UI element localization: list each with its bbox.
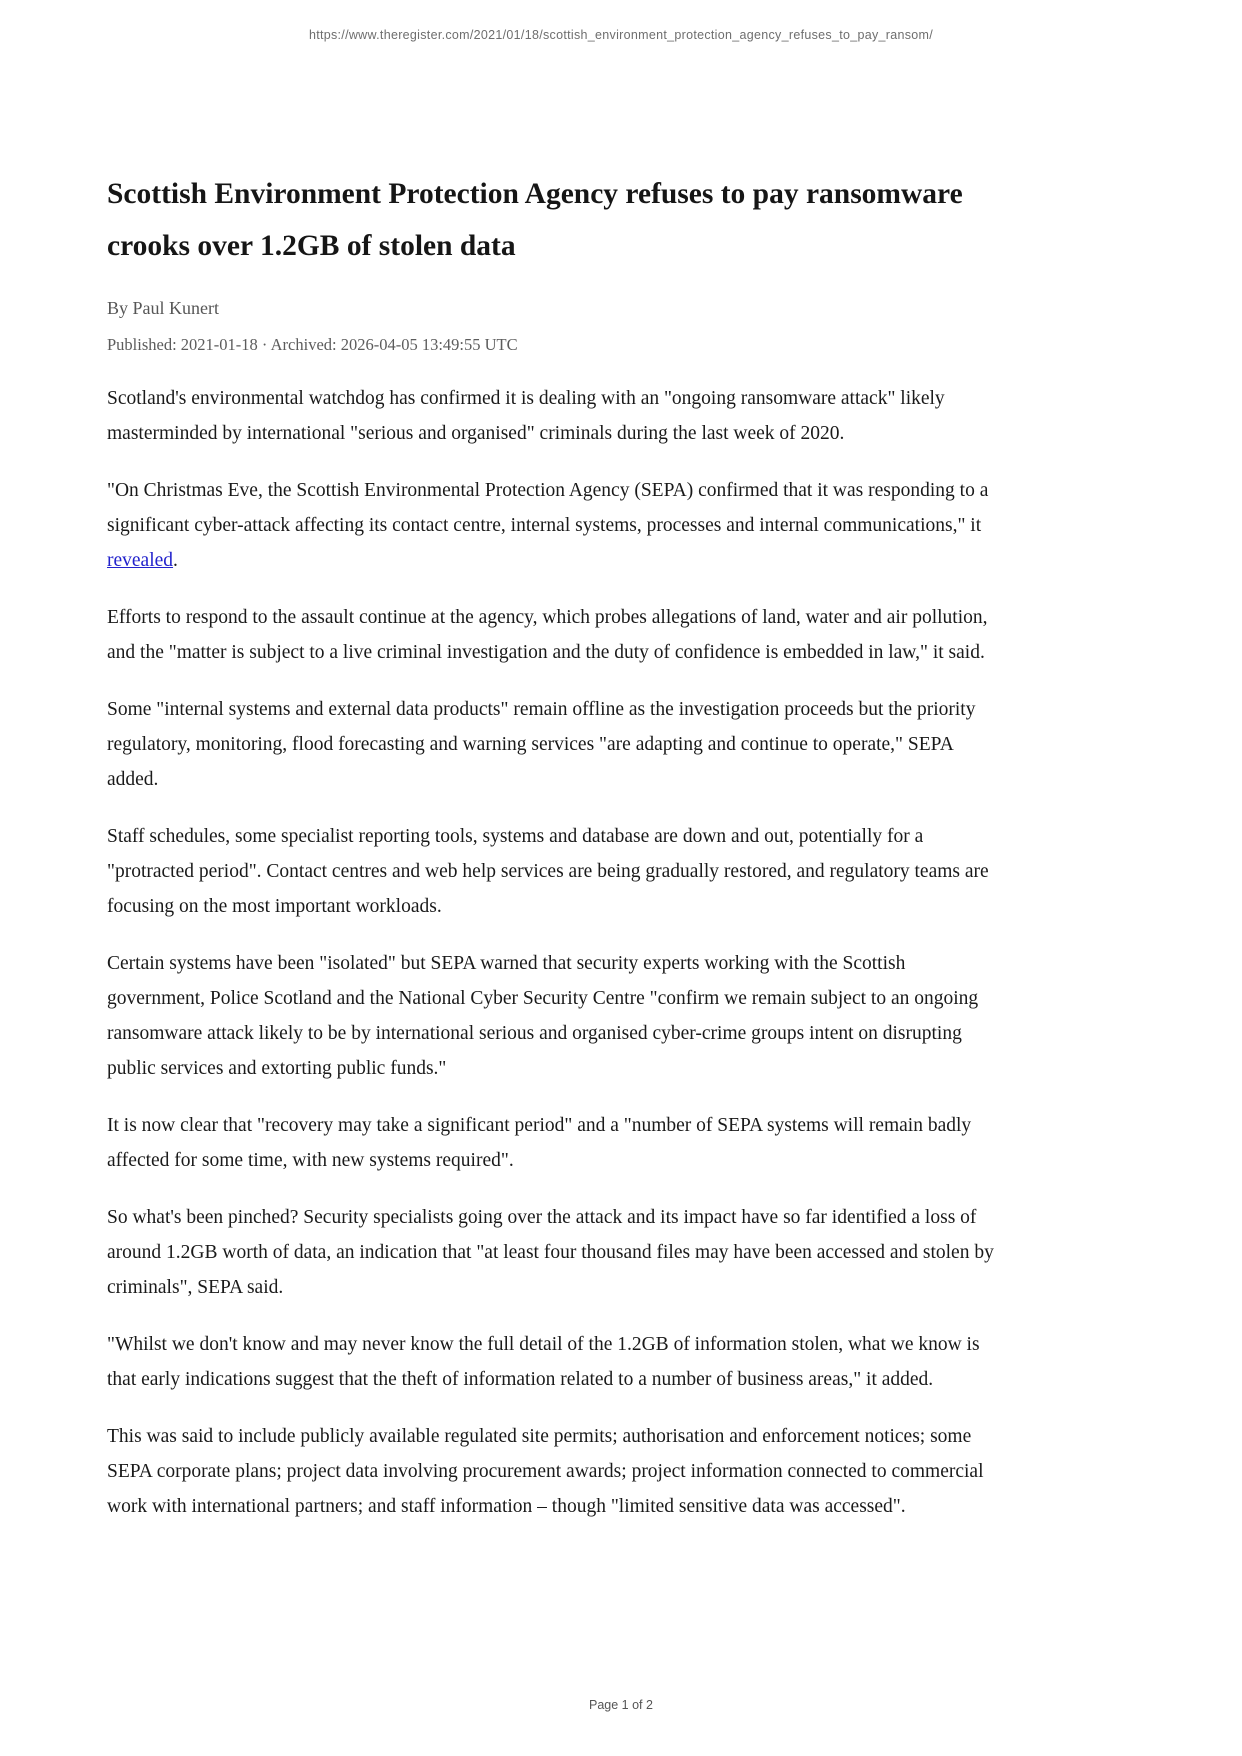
article-paragraph	[107, 819, 1002, 924]
article-paragraph	[107, 473, 1002, 578]
article-paragraph	[107, 946, 1002, 1086]
article-paragraph	[107, 381, 1002, 451]
paragraph-text: "On Christmas Eve, the Scottish Environmental Protection Agency (SEPA) confirmed that it was responding to a significant cyber-attack affecting its contact centre, internal systems, processes and internal communications," it	[107, 480, 989, 536]
paragraph-text: This was said to include publicly available regulated site permits; authorisation and enforcement notices; some SEPA corporate plans; project data involving procurement awards; project information connected to commercial work with international partners; and staff information – though "limited sensitive data was accessed".	[107, 1426, 984, 1517]
paragraph-text: .	[173, 550, 178, 571]
page-number-indicator: Page 1 of 2	[589, 1698, 653, 1712]
paragraph-text: Staff schedules, some specialist reporting tools, systems and database are down and out, potentially for a "protracted period". Contact centres and web help services are being gradually restored, and regulatory teams are focusing on the most important workloads.	[107, 826, 989, 917]
revealed-link[interactable]: revealed	[107, 550, 174, 571]
article-paragraph	[107, 1327, 1002, 1397]
paragraph-text: "Whilst we don't know and may never know the full detail of the 1.2GB of information stolen, what we know is that early indications suggest that the theft of information related to a number of business areas," it added.	[107, 1334, 980, 1390]
paragraph-text: So what's been pinched? Security specialists going over the attack and its impact have so far identified a loss of around 1.2GB worth of data, an indication that "at least four thousand files may have been accessed and stolen by criminals", SEPA said.	[107, 1207, 994, 1298]
article-title: Scottish Environment Protection Agency refuses to pay ransomware crooks over 1.2GB of stolen data	[107, 178, 963, 262]
article-publish-meta: Published: 2021-01-18 · Archived: 2026-04-05 13:49:55 UTC	[107, 335, 518, 354]
article-paragraph	[107, 600, 1002, 670]
paragraph-text: Scotland's environmental watchdog has confirmed it is dealing with an "ongoing ransomware attack" likely masterminded by international "serious and organised" criminals during the last week of 2020.	[107, 388, 945, 444]
article-body	[107, 381, 1002, 1524]
paragraph-text: Efforts to respond to the assault continue at the agency, which probes allegations of land, water and air pollution, and the "matter is subject to a live criminal investigation and the duty of confidence is embedded in law," it said.	[107, 607, 988, 663]
paragraph-text: Certain systems have been "isolated" but SEPA warned that security experts working with the Scottish government, Police Scotland and the National Cyber Security Centre "confirm we remain subject to an ongoing ransomware attack likely to be by international serious and organised cyber-crime groups intent on disrupting public services and extorting public funds."	[107, 953, 979, 1079]
print-header-url: https://www.theregister.com/2021/01/18/scottish_environment_protection_agency_refuses_to_pay_ransom/	[308, 28, 934, 42]
article-paragraph	[107, 1108, 1002, 1178]
paragraph-text: It is now clear that "recovery may take a significant period" and a "number of SEPA systems will remain badly affected for some time, with new systems required".	[107, 1115, 972, 1171]
article-byline: By Paul Kunert	[107, 298, 219, 318]
article-paragraph	[107, 1419, 1002, 1524]
paragraph-text: Some "internal systems and external data products" remain offline as the investigation proceeds but the priority regulatory, monitoring, flood forecasting and warning services "are adapting and continue to operate," SEPA added.	[107, 699, 976, 790]
article-paragraph	[107, 1200, 1002, 1305]
article-paragraph	[107, 692, 1002, 797]
article-content	[107, 168, 1002, 1546]
